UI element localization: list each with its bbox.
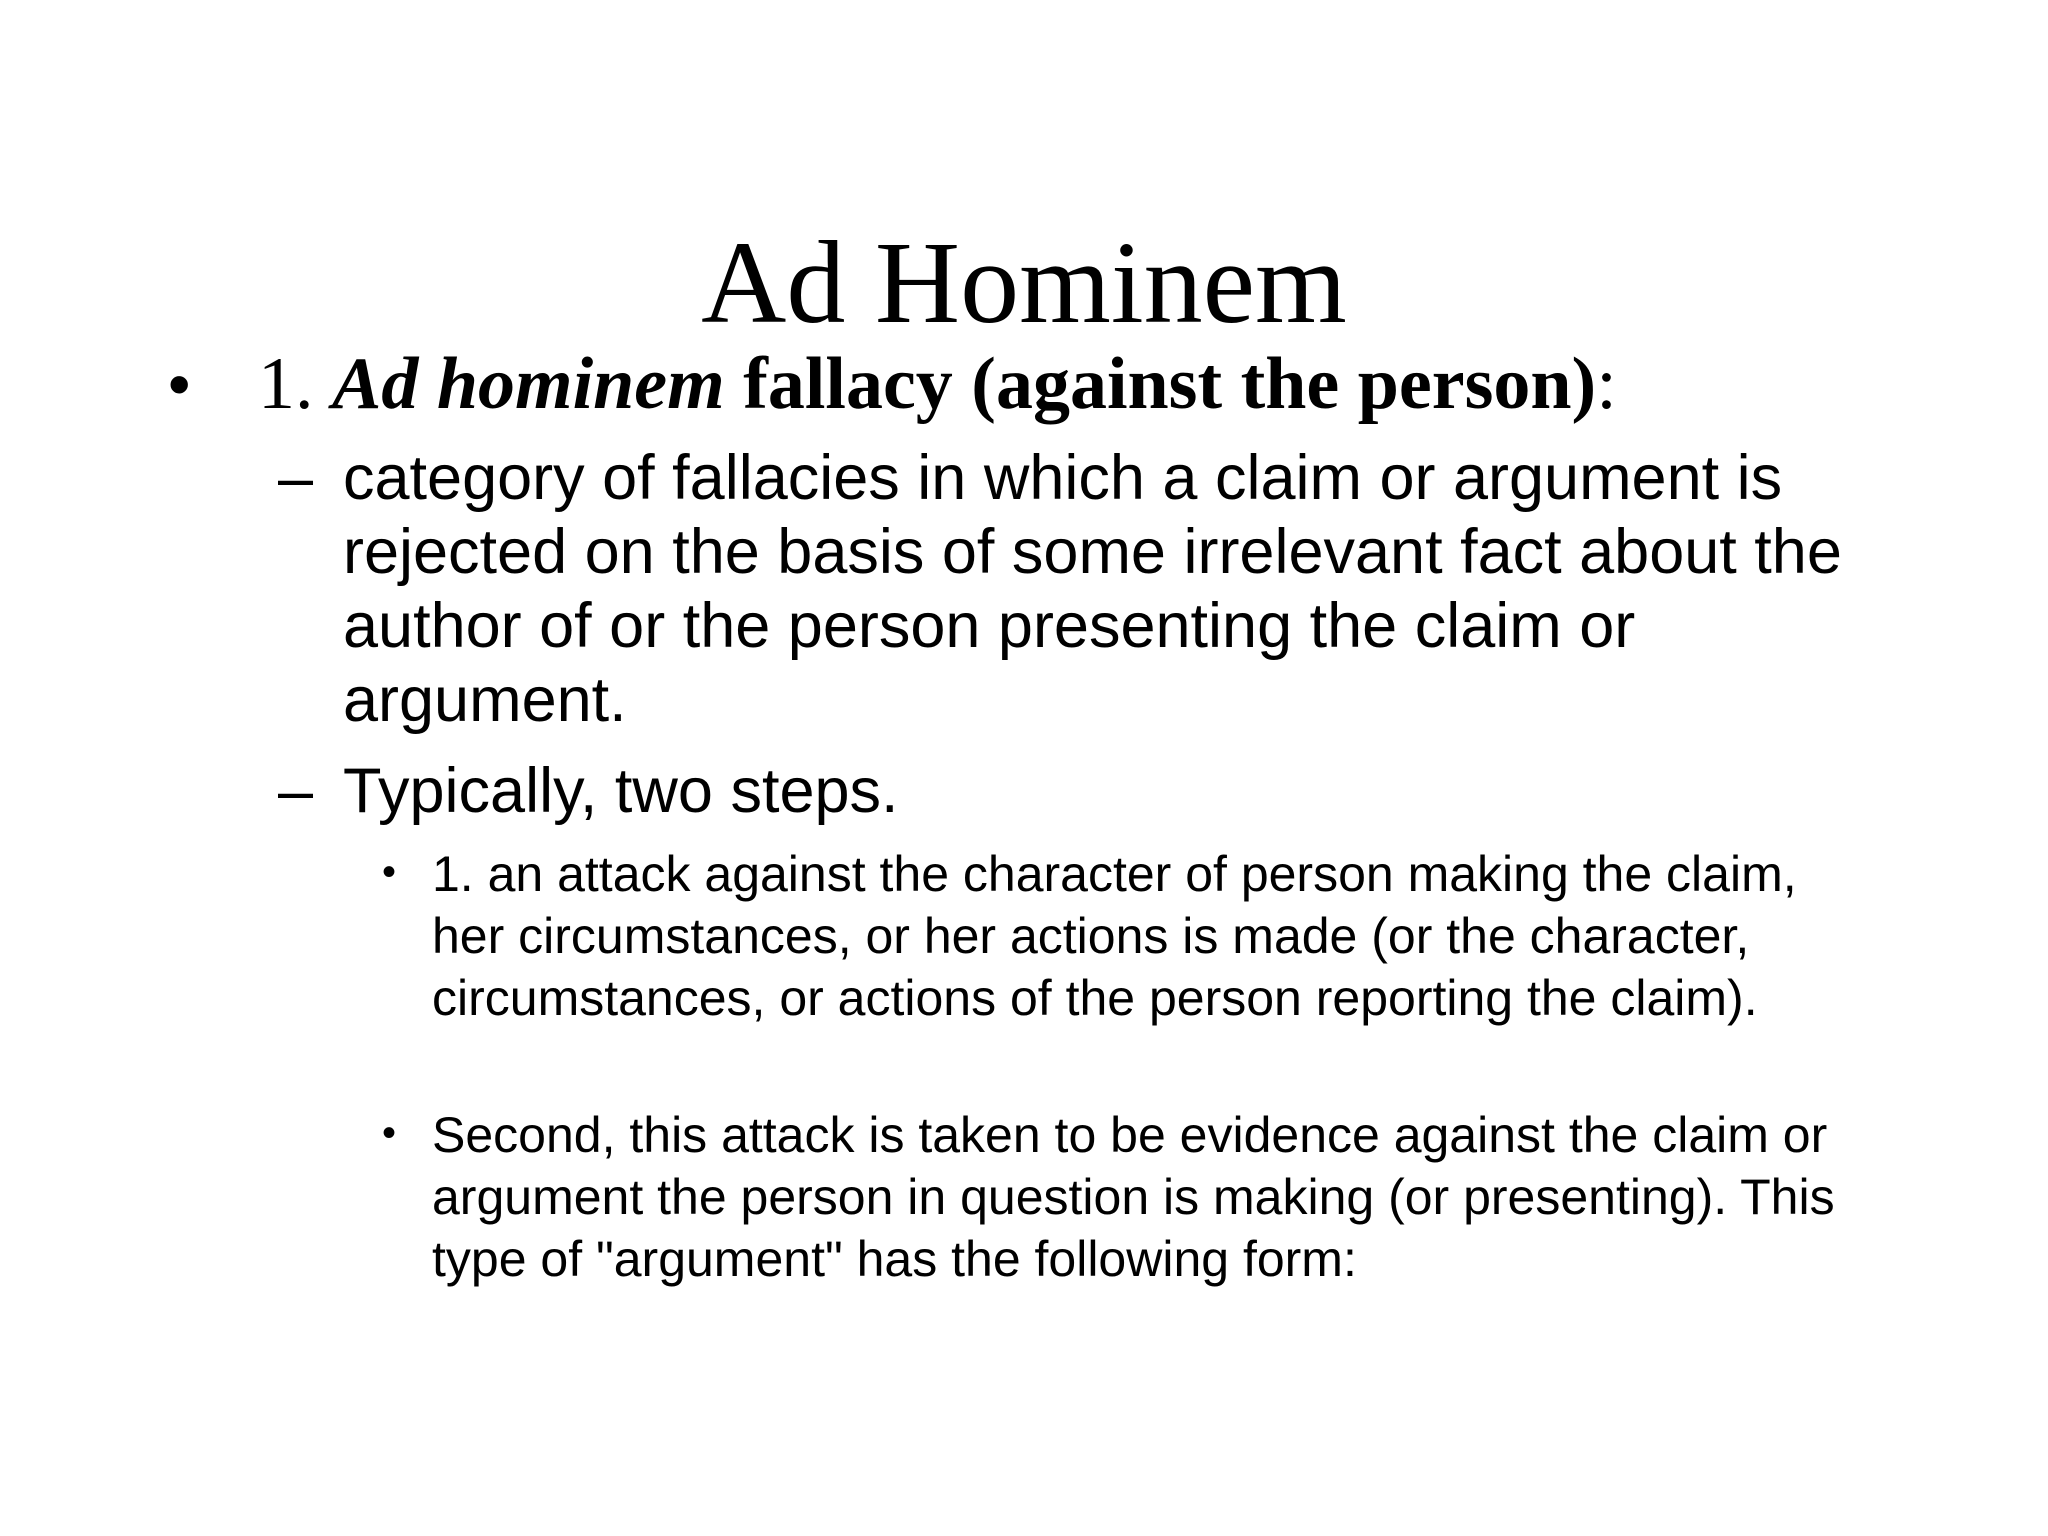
- main-point-colon: :: [1596, 343, 1617, 425]
- bullet-icon: •: [168, 348, 191, 420]
- main-point-number: 1.: [258, 343, 332, 425]
- dash-icon: –: [278, 443, 314, 513]
- slide-title: Ad Hominem: [701, 217, 1347, 348]
- bullet-icon: •: [382, 850, 397, 894]
- main-point-term: Ad hominem: [332, 343, 725, 425]
- bullet-icon: •: [382, 1111, 397, 1155]
- sub-point-text: Typically, two steps.: [343, 756, 899, 826]
- dash-icon: –: [278, 756, 314, 826]
- main-point-definition: fallacy (against the person): [724, 343, 1597, 425]
- main-point-text: [258, 340, 1617, 428]
- sub-point-text: category of fallacies in which a claim or argument is rejected on the basis of some irrelevant fact about the author of or the person presenting the claim or argument.: [343, 443, 1842, 735]
- step-text: Second, this attack is taken to be evidence against the claim or argument the person in question is making (or presenting). This type of "argument" has the following form:: [432, 1107, 1835, 1287]
- step-text: 1. an attack against the character of person making the claim, her circumstances, or her actions is made (or the character, circumstances, or actions of the person reporting the claim).: [432, 846, 1797, 1026]
